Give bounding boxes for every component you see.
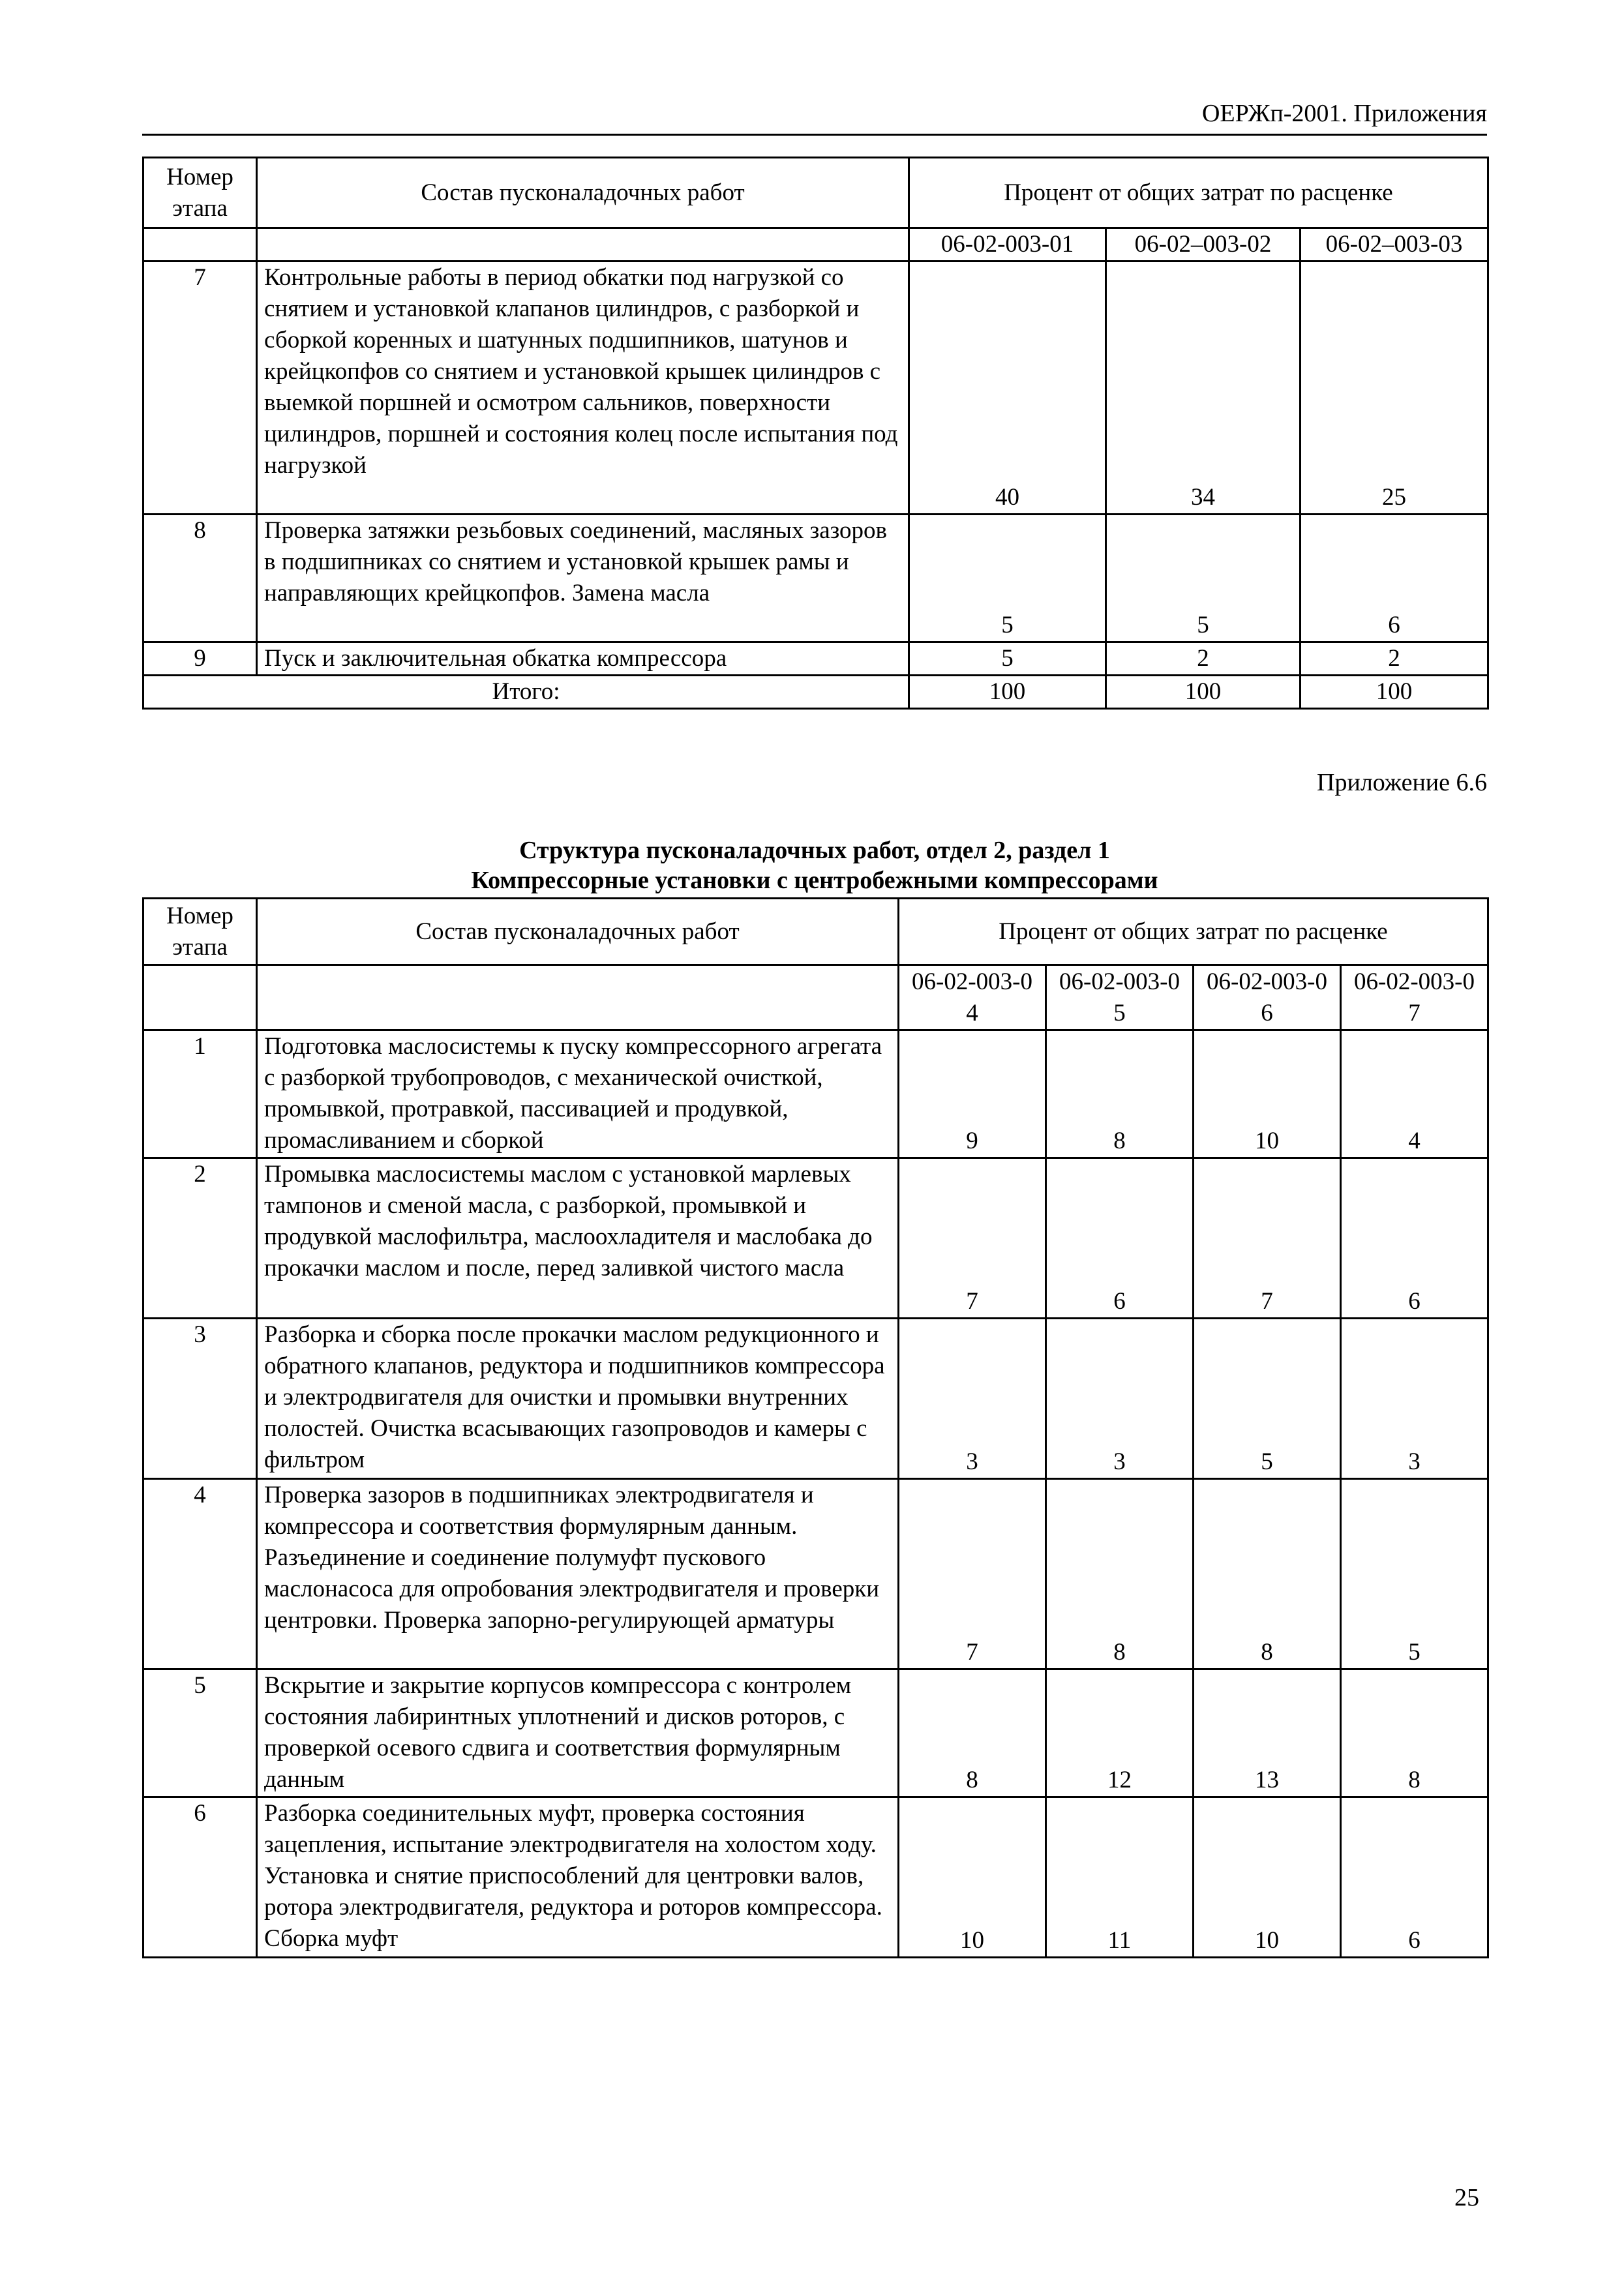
table-row [143,1030,1488,1158]
percent-value: 12 [1046,1669,1194,1797]
table-2-codes-row [143,965,1488,1030]
table-2-title-line-1: Структура пусконаладочных работ, отдел 2, раздел 1 [519,837,1110,864]
col-step-header: Номер этапа [143,899,257,965]
percent-value: 8 [1194,1479,1341,1669]
code-cell: 06-02-003-05 [1046,965,1194,1030]
percent-value: 6 [1301,515,1488,642]
percent-value: 10 [899,1797,1046,1958]
percent-value: 5 [909,642,1106,676]
step-description: Промывка маслосистемы маслом с установкой марлевых тампонов и сменой масла, с разборкой, промывкой и продувкой маслофильтра, маслоохладителя и маслобака до прокачки маслом и после, перед заливкой чистого масла [257,1158,899,1319]
percent-value: 8 [1341,1669,1488,1797]
table-1 [142,157,1489,710]
table-1-codes-row [143,228,1488,262]
table-2 [142,897,1489,1958]
code-cell: 06-02-003-04 [899,965,1046,1030]
step-number: 8 [143,515,257,642]
percent-value: 6 [1341,1158,1488,1319]
percent-value: 7 [899,1158,1046,1319]
empty-cell [257,228,909,262]
col-desc-header: Состав пусконаладочных работ [257,158,909,228]
percent-value: 6 [1341,1797,1488,1958]
table-row [143,1158,1488,1319]
empty-cell [257,965,899,1030]
step-number: 7 [143,262,257,515]
percent-value: 9 [899,1030,1046,1158]
percent-value: 5 [1194,1319,1341,1479]
percent-value: 7 [1194,1158,1341,1319]
percent-value: 2 [1106,642,1301,676]
percent-value: 3 [1046,1319,1194,1479]
percent-value: 34 [1106,262,1301,515]
table-row [143,515,1488,642]
total-value: 100 [909,676,1106,709]
step-number: 4 [143,1479,257,1669]
table-total-row [143,676,1488,709]
table-2-header-row [143,899,1488,965]
percent-value: 13 [1194,1669,1341,1797]
percent-value: 8 [1046,1030,1194,1158]
total-value: 100 [1106,676,1301,709]
step-description: Разборка и сборка после прокачки маслом редукционного и обратного клапанов, редуктора и подшипников компрессора и электродвигателя для очистки и промывки внутренних полостей. Очистка всасывающих газопроводов и камеры с фильтром [257,1319,899,1479]
percent-value: 3 [1341,1319,1488,1479]
step-number: 3 [143,1319,257,1479]
table-2-title-line-2: Компрессорные установки с центробежными компрессорами [471,867,1158,894]
table-row [143,642,1488,676]
code-cell: 06-02-003-06 [1194,965,1341,1030]
percent-value: 5 [1341,1479,1488,1669]
code-cell: 06-02-003-07 [1341,965,1488,1030]
step-description: Проверка зазоров в подшипниках электродвигателя и компрессора и соответствия формулярным данным. Разъединение и соединение полумуфт пускового маслонасоса для опробования электродвигателя и проверки центровки. Проверка запорно-регулирующей арматуры [257,1479,899,1669]
percent-value: 2 [1301,642,1488,676]
percent-value: 4 [1341,1030,1488,1158]
percent-value: 8 [1046,1479,1194,1669]
percent-value: 8 [899,1669,1046,1797]
empty-cell [143,965,257,1030]
page-number: 25 [1454,2184,1479,2211]
step-description: Разборка соединительных муфт, проверка состояния зацепления, испытание электродвигателя на холостом ходу. Установка и снятие приспособлений для центровки валов, ротора электродвигателя, редуктора и роторов компрессора. Сборка муфт [257,1797,899,1958]
percent-value: 3 [899,1319,1046,1479]
percent-value: 6 [1046,1158,1194,1319]
step-number: 2 [143,1158,257,1319]
step-number: 9 [143,642,257,676]
code-cell: 06-02-003-01 [909,228,1106,262]
table-row [143,1669,1488,1797]
page-header [142,98,1487,136]
step-description: Вскрытие и закрытие корпусов компрессора с контролем состояния лабиринтных уплотнений и дисков роторов, с проверкой осевого сдвига и соответствия формулярным данным [257,1669,899,1797]
percent-value: 10 [1194,1797,1341,1958]
total-label: Итого: [143,676,909,709]
step-description: Пуск и заключительная обкатка компрессора [257,642,909,676]
percent-value: 40 [909,262,1106,515]
step-number: 1 [143,1030,257,1158]
step-number: 6 [143,1797,257,1958]
step-number: 5 [143,1669,257,1797]
step-description: Проверка затяжки резьбовых соединений, масляных зазоров в подшипниках со снятием и установкой крышек рамы и направляющих крейцкопфов. Замена масла [257,515,909,642]
percent-value: 5 [909,515,1106,642]
col-step-header: Номер этапа [143,158,257,228]
percent-value: 5 [1106,515,1301,642]
header-title: ОЕРЖп-2001. Приложения [1201,100,1487,127]
step-description: Контрольные работы в период обкатки под нагрузкой со снятием и установкой клапанов цилиндров, с разборкой и сборкой коренных и шатунных подшипников, шатунов и крейцкопфов со снятием и установкой крышек цилиндров с выемкой поршней и осмотром сальников, поверхности цилиндров, поршней и состояния колец после испытания под нагрузкой [257,262,909,515]
percent-value: 25 [1301,262,1488,515]
code-cell: 06-02–003-03 [1301,228,1488,262]
col-desc-header: Состав пусконаладочных работ [257,899,899,965]
percent-value: 11 [1046,1797,1194,1958]
table-row [143,1797,1488,1958]
appendix-label: Приложение 6.6 [1317,769,1487,796]
step-description: Подготовка маслосистемы к пуску компрессорного агрегата с разборкой трубопроводов, с механической очисткой, промывкой, протравкой, пассивацией и продувкой, промасливанием и сборкой [257,1030,899,1158]
empty-cell [143,228,257,262]
table-row [143,1479,1488,1669]
col-percent-header: Процент от общих затрат по расценке [909,158,1488,228]
total-value: 100 [1301,676,1488,709]
percent-value: 10 [1194,1030,1341,1158]
table-1-header-row [143,158,1488,228]
table-row [143,1319,1488,1479]
col-percent-header: Процент от общих затрат по расценке [899,899,1488,965]
code-cell: 06-02–003-02 [1106,228,1301,262]
percent-value: 7 [899,1479,1046,1669]
table-row [143,262,1488,515]
